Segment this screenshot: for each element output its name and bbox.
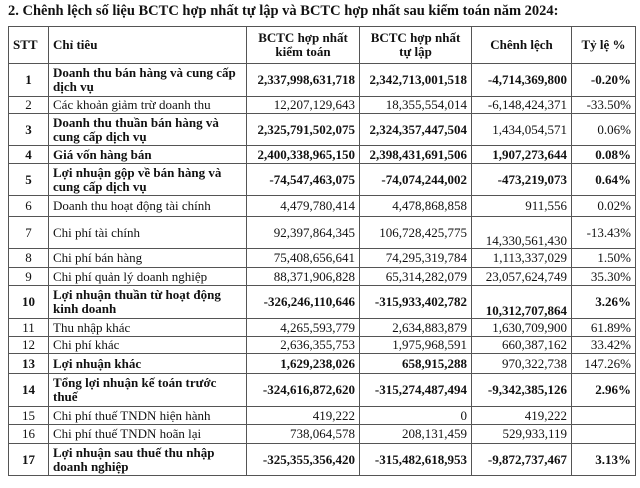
row-diff-value: 660,387,162 bbox=[472, 337, 572, 354]
row-stt: 6 bbox=[9, 196, 49, 217]
row-ratio-value: 3.26% bbox=[572, 286, 636, 319]
row-stt: 10 bbox=[9, 286, 49, 319]
row-ratio-value: -33.50% bbox=[572, 97, 636, 114]
row-self-value: -315,933,402,782 bbox=[360, 286, 472, 319]
row-item: Chi phí thuế TNDN hoãn lại bbox=[49, 425, 247, 444]
row-item: Giá vốn hàng bán bbox=[49, 146, 247, 164]
row-audited-value: 75,408,656,641 bbox=[247, 249, 360, 268]
row-diff-value: 911,556 bbox=[472, 196, 572, 217]
table-row bbox=[9, 268, 636, 286]
table-row bbox=[9, 164, 636, 196]
row-diff-value: -6,148,424,371 bbox=[472, 97, 572, 114]
row-stt: 15 bbox=[9, 407, 49, 425]
table-row bbox=[9, 425, 636, 444]
row-diff-value: 1,434,054,571 bbox=[472, 114, 572, 146]
row-diff-value: -9,342,385,126 bbox=[472, 374, 572, 407]
row-item: Chi phí tài chính bbox=[49, 217, 247, 249]
table-row bbox=[9, 146, 636, 164]
header-item: Chỉ tiêu bbox=[49, 27, 247, 64]
comparison-table bbox=[8, 26, 636, 476]
row-item: Tổng lợi nhuận kế toán trước thuế bbox=[49, 374, 247, 407]
row-diff-value: 1,907,273,644 bbox=[472, 146, 572, 164]
row-item: Chi phí bán hàng bbox=[49, 249, 247, 268]
row-ratio-value: 33.42% bbox=[572, 337, 636, 354]
table-header-row bbox=[9, 27, 636, 64]
row-self-value: 106,728,425,775 bbox=[360, 217, 472, 249]
row-self-value: 18,355,554,014 bbox=[360, 97, 472, 114]
row-audited-value: 88,371,906,828 bbox=[247, 268, 360, 286]
table-row bbox=[9, 249, 636, 268]
row-self-value: 4,478,868,858 bbox=[360, 196, 472, 217]
row-diff-value: -473,219,073 bbox=[472, 164, 572, 196]
row-item: Chi phí quản lý doanh nghiệp bbox=[49, 268, 247, 286]
row-audited-value: -326,246,110,646 bbox=[247, 286, 360, 319]
row-audited-value: 2,400,338,965,150 bbox=[247, 146, 360, 164]
row-stt: 7 bbox=[9, 217, 49, 249]
row-diff-value: 419,222 bbox=[472, 407, 572, 425]
header-diff: Chênh lệch bbox=[472, 27, 572, 64]
table-row bbox=[9, 319, 636, 337]
row-item: Lợi nhuận gộp về bán hàng và cung cấp dịch vụ bbox=[49, 164, 247, 196]
row-stt: 11 bbox=[9, 319, 49, 337]
row-item: Chi phí khác bbox=[49, 337, 247, 354]
header-stt: STT bbox=[9, 27, 49, 64]
table-row bbox=[9, 64, 636, 97]
row-ratio-value: 2.96% bbox=[572, 374, 636, 407]
row-item: Chi phí thuế TNDN hiện hành bbox=[49, 407, 247, 425]
row-audited-value: 2,337,998,631,718 bbox=[247, 64, 360, 97]
table-row bbox=[9, 354, 636, 374]
row-self-value: 2,342,713,001,518 bbox=[360, 64, 472, 97]
section-heading: 2. Chênh lệch số liệu BCTC hợp nhất tự lập và BCTC hợp nhất sau kiểm toán năm 2024: bbox=[8, 3, 559, 19]
row-ratio-value bbox=[572, 407, 636, 425]
row-item: Thu nhập khác bbox=[49, 319, 247, 337]
row-stt: 5 bbox=[9, 164, 49, 196]
row-ratio-value: -0.20% bbox=[572, 64, 636, 97]
row-item: Lợi nhuận thuần từ hoạt động kinh doanh bbox=[49, 286, 247, 319]
table-row bbox=[9, 444, 636, 476]
row-item: Các khoản giảm trừ doanh thu bbox=[49, 97, 247, 114]
row-ratio-value: 61.89% bbox=[572, 319, 636, 337]
row-stt: 4 bbox=[9, 146, 49, 164]
row-audited-value: 2,636,355,753 bbox=[247, 337, 360, 354]
row-self-value: 2,324,357,447,504 bbox=[360, 114, 472, 146]
row-ratio-value: 0.64% bbox=[572, 164, 636, 196]
table-row bbox=[9, 114, 636, 146]
row-diff-value: -4,714,369,800 bbox=[472, 64, 572, 97]
row-audited-value: -325,355,356,420 bbox=[247, 444, 360, 476]
row-audited-value: 4,265,593,779 bbox=[247, 319, 360, 337]
row-ratio-value: 35.30% bbox=[572, 268, 636, 286]
row-diff-value: 10,312,707,864 bbox=[472, 286, 572, 319]
row-audited-value: 12,207,129,643 bbox=[247, 97, 360, 114]
table-row bbox=[9, 374, 636, 407]
row-diff-value: 1,630,709,900 bbox=[472, 319, 572, 337]
row-stt: 16 bbox=[9, 425, 49, 444]
row-item: Lợi nhuận sau thuế thu nhập doanh nghiệp bbox=[49, 444, 247, 476]
row-stt: 13 bbox=[9, 354, 49, 374]
row-diff-value: 970,322,738 bbox=[472, 354, 572, 374]
table-row bbox=[9, 97, 636, 114]
table-row bbox=[9, 286, 636, 319]
row-ratio-value: -13.43% bbox=[572, 217, 636, 249]
row-audited-value: 2,325,791,502,075 bbox=[247, 114, 360, 146]
row-item: Doanh thu thuần bán hàng và cung cấp dịch vụ bbox=[49, 114, 247, 146]
row-stt: 1 bbox=[9, 64, 49, 97]
table-row bbox=[9, 217, 636, 249]
row-audited-value: 1,629,238,026 bbox=[247, 354, 360, 374]
table-row bbox=[9, 407, 636, 425]
row-self-value: -315,482,618,953 bbox=[360, 444, 472, 476]
row-ratio-value bbox=[572, 425, 636, 444]
row-ratio-value: 0.06% bbox=[572, 114, 636, 146]
row-stt: 12 bbox=[9, 337, 49, 354]
row-self-value: 2,634,883,879 bbox=[360, 319, 472, 337]
row-stt: 9 bbox=[9, 268, 49, 286]
row-self-value: -315,274,487,494 bbox=[360, 374, 472, 407]
row-stt: 17 bbox=[9, 444, 49, 476]
row-ratio-value: 0.02% bbox=[572, 196, 636, 217]
row-diff-value: -9,872,737,467 bbox=[472, 444, 572, 476]
row-item: Doanh thu hoạt động tài chính bbox=[49, 196, 247, 217]
header-ratio: Tỷ lệ % bbox=[572, 27, 636, 64]
row-self-value: 2,398,431,691,506 bbox=[360, 146, 472, 164]
header-self: BCTC hợp nhất tự lập bbox=[360, 27, 472, 64]
row-item: Lợi nhuận khác bbox=[49, 354, 247, 374]
header-audited: BCTC hợp nhất kiểm toán bbox=[247, 27, 360, 64]
row-self-value: 1,975,968,591 bbox=[360, 337, 472, 354]
row-self-value: 65,314,282,079 bbox=[360, 268, 472, 286]
table-row bbox=[9, 337, 636, 354]
row-audited-value: -324,616,872,620 bbox=[247, 374, 360, 407]
row-ratio-value: 1.50% bbox=[572, 249, 636, 268]
row-ratio-value: 147.26% bbox=[572, 354, 636, 374]
row-stt: 14 bbox=[9, 374, 49, 407]
row-stt: 2 bbox=[9, 97, 49, 114]
row-diff-value: 14,330,561,430 bbox=[472, 217, 572, 249]
row-self-value: 658,915,288 bbox=[360, 354, 472, 374]
row-audited-value: -74,547,463,075 bbox=[247, 164, 360, 196]
row-diff-value: 529,933,119 bbox=[472, 425, 572, 444]
row-stt: 8 bbox=[9, 249, 49, 268]
row-self-value: 0 bbox=[360, 407, 472, 425]
row-item: Doanh thu bán hàng và cung cấp dịch vụ bbox=[49, 64, 247, 97]
row-audited-value: 4,479,780,414 bbox=[247, 196, 360, 217]
row-audited-value: 419,222 bbox=[247, 407, 360, 425]
row-diff-value: 1,113,337,029 bbox=[472, 249, 572, 268]
table-row bbox=[9, 196, 636, 217]
row-diff-value: 23,057,624,749 bbox=[472, 268, 572, 286]
row-self-value: 74,295,319,784 bbox=[360, 249, 472, 268]
row-ratio-value: 0.08% bbox=[572, 146, 636, 164]
row-audited-value: 92,397,864,345 bbox=[247, 217, 360, 249]
row-self-value: -74,074,244,002 bbox=[360, 164, 472, 196]
row-stt: 3 bbox=[9, 114, 49, 146]
row-ratio-value: 3.13% bbox=[572, 444, 636, 476]
row-self-value: 208,131,459 bbox=[360, 425, 472, 444]
row-audited-value: 738,064,578 bbox=[247, 425, 360, 444]
